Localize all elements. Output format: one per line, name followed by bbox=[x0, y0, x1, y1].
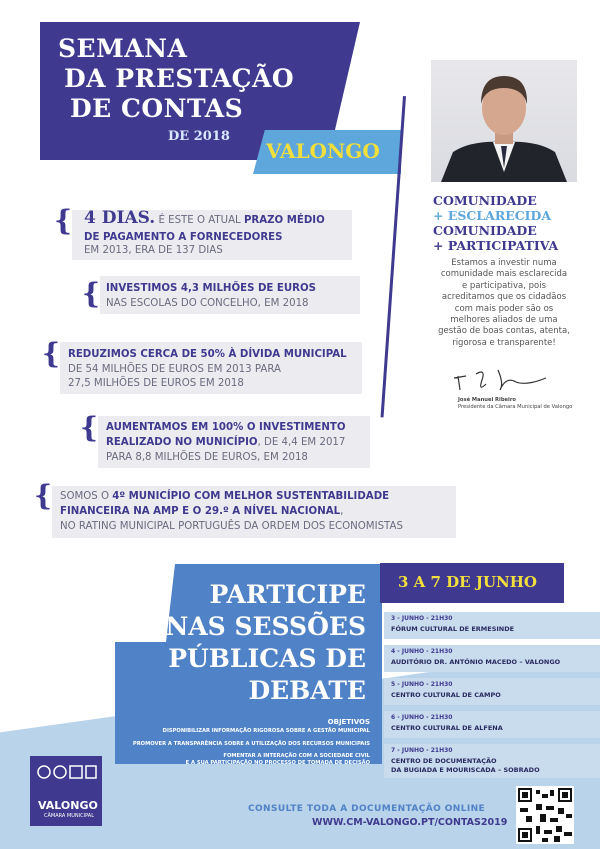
mayor-role: Presidente da Câmara Municipal de Valongo bbox=[458, 404, 573, 410]
stat2-text-b: INVESTIMOS 4,3 MILHÕES DE EUROS bbox=[106, 283, 316, 294]
city-name: VALONGO bbox=[266, 139, 380, 163]
brace-icon: { bbox=[34, 479, 53, 512]
signature-icon bbox=[446, 364, 556, 396]
stat5-text-c: , bbox=[340, 506, 344, 517]
participe-line-1: PARTICIPE bbox=[209, 580, 366, 609]
stat4-text-a: , DE 4,4 EM 2017 bbox=[257, 437, 346, 448]
objective-item: E A SUA PARTICIPAÇÃO NO PROCESSO DE TOMADA DE DECISÃO bbox=[185, 760, 370, 766]
title-line-3: DE CONTAS bbox=[70, 94, 244, 123]
slogan-line-1: COMUNIDADE bbox=[433, 193, 537, 208]
session-place: CENTRO CULTURAL DE CAMPO bbox=[391, 691, 501, 699]
consult-text: CONSULTE TODA A DOCUMENTAÇÃO ONLINE bbox=[248, 804, 486, 814]
stat1-text-d: EM 2013, ERA DE 137 DIAS bbox=[84, 245, 223, 256]
brace-icon: { bbox=[54, 204, 73, 237]
objective-item: DISPONIBILIZAR INFORMAÇÃO RIGOROSA SOBRE A GESTÃO MUNICIPAL bbox=[162, 728, 370, 734]
stat1-text-b: PRAZO MÉDIO bbox=[243, 215, 325, 226]
participe-line-4: DEBATE bbox=[248, 676, 366, 705]
session-place-line-2: DA BUGIADA E MOURISCADA – SOBRADO bbox=[391, 766, 540, 774]
session-place: AUDITÓRIO DR. ANTÓNIO MACEDO – VALONGO bbox=[391, 658, 561, 666]
stat5-text-d: NO RATING MUNICIPAL PORTUGUÊS DA ORDEM DOS ECONOMISTAS bbox=[60, 521, 403, 532]
stat2-text-d: NAS ESCOLAS DO CONCELHO, EM 2018 bbox=[106, 298, 309, 309]
stat3-text-d2: 27,5 MILHÕES DE EUROS EM 2018 bbox=[68, 378, 244, 389]
stat4-text-b2: REALIZADO NO MUNICÍPIO bbox=[106, 437, 258, 448]
stat1-text-a: É ESTE O ATUAL bbox=[155, 215, 244, 226]
logo-text: VALONGO bbox=[38, 799, 98, 812]
stat4-text-b1: AUMENTAMOS EM 100% O INVESTIMENTO bbox=[106, 422, 346, 433]
session-place: CENTRO CULTURAL DE ALFENA bbox=[391, 724, 503, 732]
slogan-line-4: + PARTICIPATIVA bbox=[433, 238, 559, 253]
session-time: 6 - JUNHO - 21H30 bbox=[391, 714, 453, 721]
session-place: CENTRO DE DOCUMENTAÇÃO bbox=[391, 757, 497, 765]
stat5-text-a: SOMOS O bbox=[60, 491, 113, 502]
title-line-2: DA PRESTAÇÃO bbox=[64, 64, 295, 93]
session-time: 3 - JUNHO - 21H30 bbox=[391, 615, 453, 622]
participe-line-2: NAS SESSÕES bbox=[165, 612, 366, 641]
qr-code-icon[interactable] bbox=[516, 786, 574, 844]
website-link[interactable]: WWW.CM-VALONGO.PT/CONTAS2019 bbox=[312, 817, 508, 828]
municipal-icons bbox=[30, 756, 102, 796]
session-time: 5 - JUNHO - 21H30 bbox=[391, 681, 453, 688]
brace-icon: { bbox=[82, 277, 101, 310]
session-time: 4 - JUNHO - 21H30 bbox=[391, 648, 453, 655]
stat1-highlight: 4 DIAS. bbox=[84, 208, 156, 228]
participe-line-3: PÚBLICAS DE bbox=[168, 644, 366, 673]
stat3-text-d1: DE 54 MILHÕES DE EUROS EM 2013 PARA bbox=[68, 364, 281, 375]
dates-text: 3 A 7 DE JUNHO bbox=[398, 573, 537, 591]
mayor-name: José Manuel Ribeiro bbox=[458, 397, 516, 403]
slogan-line-3: COMUNIDADE bbox=[433, 223, 537, 238]
stat3-text-b: REDUZIMOS CERCA DE 50% À DÍVIDA MUNICIPAL bbox=[68, 349, 347, 360]
mayor-photo bbox=[431, 60, 577, 182]
objective-item: FOMENTAR A INTERAÇÃO COM A SOCIEDADE CIVIL bbox=[223, 753, 370, 759]
stat5-text-b1: 4º MUNICÍPIO COM MELHOR SUSTENTABILIDADE bbox=[112, 491, 390, 502]
objective-item: PROMOVER A TRANSPARÊNCIA SOBRE A UTILIZAÇÃO DOS RECURSOS MUNICIPAIS bbox=[132, 741, 370, 747]
stat5-text-b2: FINANCEIRA NA AMP E O 29.º A NÍVEL NACIONAL bbox=[60, 506, 341, 517]
title-line-1: SEMANA bbox=[58, 34, 188, 63]
title-year: DE 2018 bbox=[168, 129, 230, 144]
stat4-text-d: PARA 8,8 MILHÕES DE EUROS, EM 2018 bbox=[106, 452, 308, 463]
session-place: FÓRUM CULTURAL DE ERMESINDE bbox=[391, 625, 515, 633]
brace-icon: { bbox=[80, 411, 99, 444]
mayor-message: Estamos a investir numa comunidade mais esclarecida e participativa, pois acreditamos que os cidadãos com mais poder são os melhores aliados de uma gestão de boas contas, atenta, rigorosa e transparente! bbox=[438, 258, 570, 348]
objectives-title: OBJETIVOS bbox=[327, 718, 370, 726]
logo-subtext: CÂMARA MUNICIPAL bbox=[44, 813, 94, 819]
stat1-text-c: DE PAGAMENTO A FORNECEDORES bbox=[84, 232, 283, 243]
brace-icon: { bbox=[42, 337, 61, 370]
session-time: 7 - JUNHO - 21H30 bbox=[391, 747, 453, 754]
slogan-line-2: + ESCLARECIDA bbox=[433, 208, 552, 223]
